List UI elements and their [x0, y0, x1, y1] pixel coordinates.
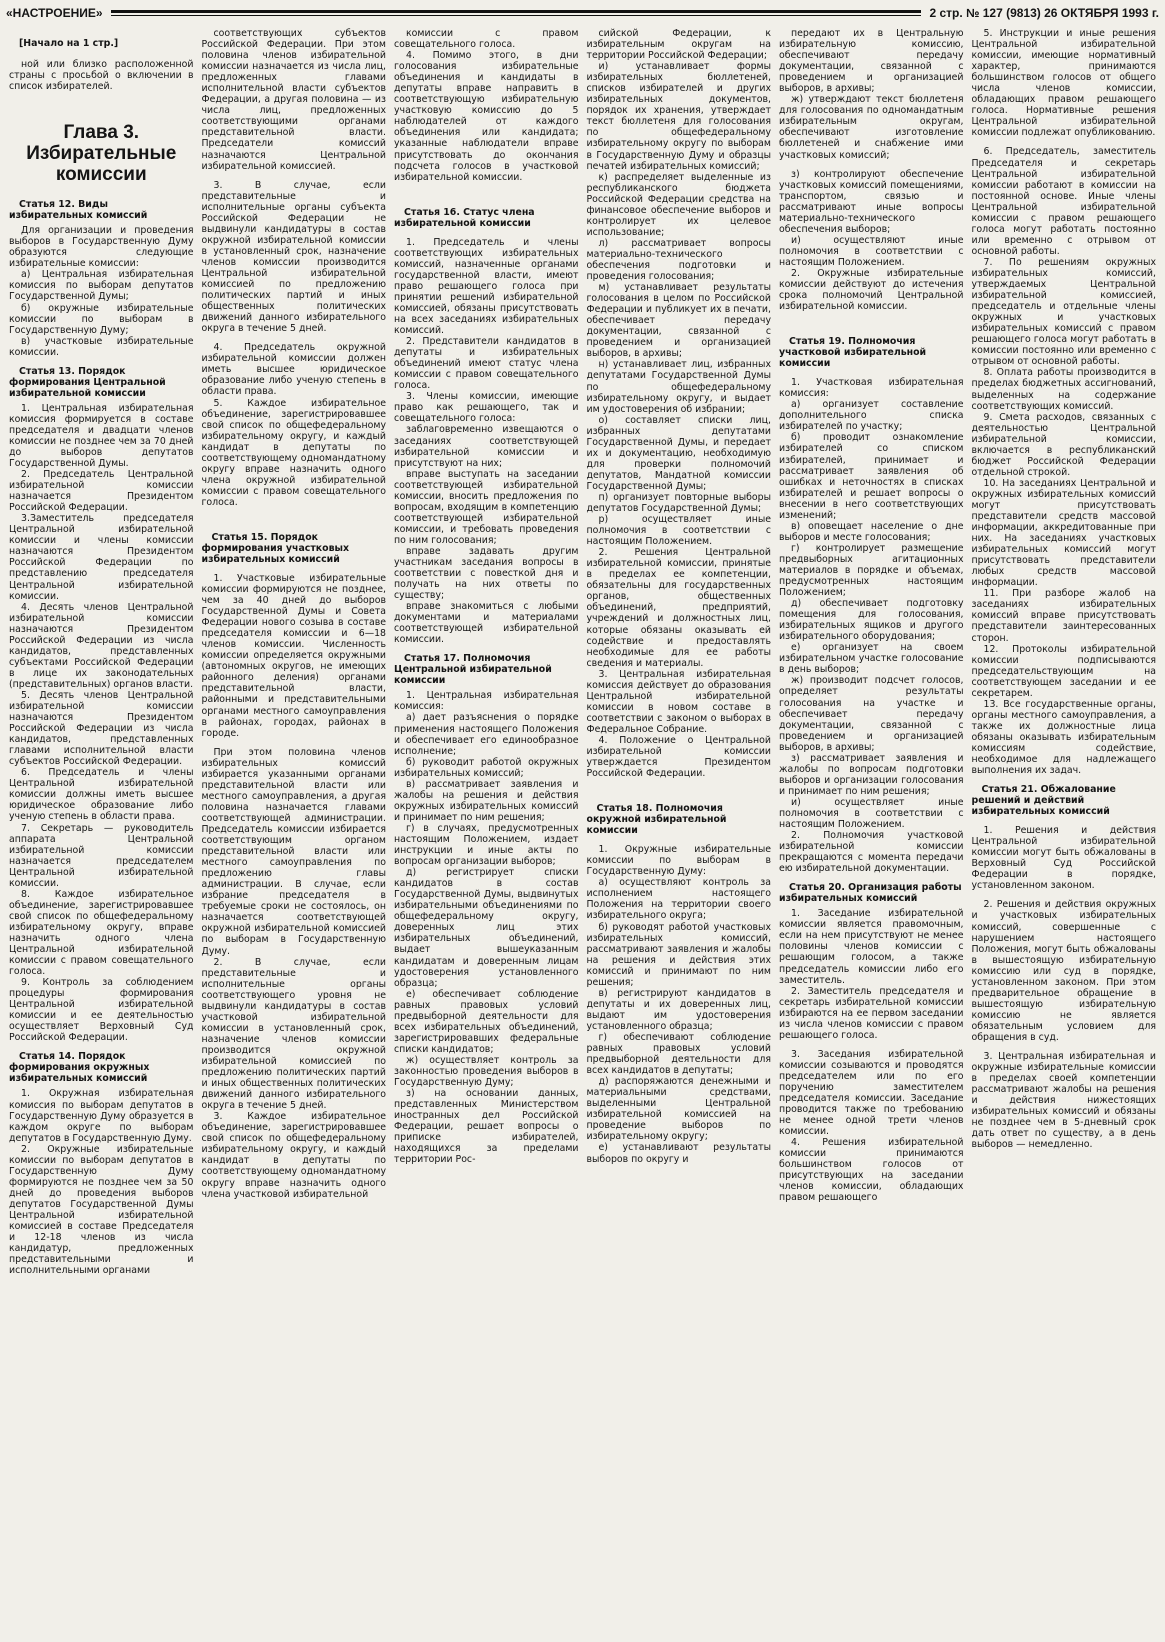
chapter-heading: Глава 3. Избирательные комиссии — [26, 122, 177, 186]
paragraph: 2. Решения Центральной избирательной комиссии, принятые в пределах ее компетенции, обязательны для государственных органов, общественных объединений, предприятий, учреждений и должностных лиц, которые обязаны оказывать ей содействие и предоставлять необходимые для ее работы сведения и материалы. — [586, 547, 771, 669]
paragraph: комиссии с правом совещательного голоса. — [394, 28, 579, 51]
paragraph: 1. Заседание избирательной комиссии является правомочным, если на нем присутствуют не менее половины членов комиссии с решающим голосом, а также председатель комиссии либо его заместитель. — [779, 908, 964, 986]
paragraph: 2. Полномочия участковой избирательной комиссии прекращаются с момента передачи ею избирательной документации. — [779, 830, 964, 875]
paragraph: вправе выступать на заседании соответствующей избирательной комиссии, вносить предложения по вопросам, входящим в компетенцию соответствующей избирательной комиссии, и требовать проведения по ним голосования; — [394, 468, 579, 546]
paragraph: а) осуществляют контроль за исполнением настоящего Положения на территории своего избирательного округа; — [586, 877, 771, 922]
paragraph: 1. Центральная избирательная комиссия: — [394, 690, 579, 713]
newspaper-page — [8, 28, 1157, 1634]
newspaper-name: «НАСТРОЕНИЕ» — [6, 6, 103, 20]
paragraph: заблаговременно извещаются о заседаниях соответствующей избирательной комиссии и присутствуют на них; — [394, 424, 579, 469]
paragraph: з) рассматривает заявления и жалобы по вопросам подготовки выборов и организации голосования и принимает по ним решения; — [779, 752, 964, 797]
paragraph: р) осуществляет иные полномочия в соответствии с настоящим Положением. — [586, 514, 771, 548]
paragraph: 4. Решения избирательной комиссии принимаются большинством голосов от присутствующих на заседании членов комиссии, обладающих правом решающего — [779, 1137, 964, 1204]
paragraph: 1. Участковая избирательная комиссия: — [779, 377, 964, 400]
paragraph: а) организует составление дополнительного списка избирателей по участку; — [779, 399, 964, 433]
paragraph: п) организует повторные выборы депутатов Государственной Думы; — [586, 491, 771, 515]
article-heading: Статья 13. Порядок формирования Центральной избирательной комиссии — [9, 365, 166, 399]
paragraph: соответствующих субъектов Российской Федерации. При этом половина членов избирательной комиссии назначается из числа лиц, предложенных главами исполнительной власти субъектов Федерации, а другая половина — из числа лиц, предложенных соответствующими органами представительной власти. Председатели комиссий назначаются Центральной избирательной комиссией. — [201, 28, 386, 172]
paragraph: 1. Участковые избирательные комиссии формируются не позднее, чем за 40 дней до выборов Государственной Думы и Совета Федерации нового созыва в составе председателя комиссии и 6—18 членов комиссии. Численность комиссии определяется окружными (автономных округов, не имеющих районного деления) органами представительной власти, районными и представительными органами местного самоуправления в районах, городах, районах в городе. — [201, 572, 386, 739]
paragraph: вправе знакомиться с любыми документами и материалами соответствующей избирательной комиссии. — [394, 601, 579, 646]
paragraph: 3.Заместитель председателя Центральной избирательной комиссии и члены комиссии назначаются Президентом Российской Федерации по представлению председателя Центральной избирательной комиссии. — [9, 513, 194, 602]
paragraph: 6. Председатель и члены Центральной избирательной комиссии должны иметь высшее юридическое образование либо ученую степень в области права. — [9, 767, 194, 823]
paragraph: 5. Инструкции и иные решения Центральной избирательной комиссии, имеющие нормативный характер, принимаются большинством голосов от общего числа членов комиссии, обладающих правом решающего голоса. Нормативные решения Центральной избирательной комиссии подлежат опубликованию. — [971, 28, 1156, 139]
paragraph: б) руководят работой участковых избирательных комиссий, рассматривают заявления и жалобы на решения и действия этих комиссий и принимают по ним решения; — [586, 921, 771, 988]
paragraph: 3. Каждое избирательное объединение, зарегистрировавшее свой список по общефедеральному избирательному округу, и каждый кандидат в депутаты по соответствующему одномандатному округу вправе назначить одного члена участковой избирательной — [201, 1111, 386, 1200]
paragraph: и) осуществляет иные полномочия в соответствии с настоящим Положением. — [779, 796, 964, 831]
article-heading: Статья 14. Порядок формирования окружных избирательных комиссий — [9, 1051, 150, 1085]
masthead-rule — [111, 10, 922, 16]
paragraph: 3. Центральная избирательная комиссия действует до образования Центральной избирательной комиссии в новом составе в соответствии с законом о выборах в Федеральное Собрание. — [586, 668, 771, 735]
paragraph: ж) утверждают текст бюллетеня для голосования по одномандатным избирательным округам, обеспечивают изготовление бюллетеней и снабжение ими участковых комиссий; — [779, 94, 964, 161]
paragraph: 8. Каждое избирательное объединение, зарегистрировавшее свой список по общефедеральному избирательному округу, вправе назначить одного члена Центральной избирательной комиссии с правом совещательного голоса. — [9, 888, 194, 978]
paragraph: л) рассматривает вопросы материально-технического обеспечения подготовки и проведения голосования; — [586, 237, 771, 283]
issue-info: 2 стр. № 127 (9813) 26 ОКТЯБРЯ 1993 г. — [929, 6, 1159, 20]
paragraph: б) руководит работой окружных избирательных комиссий; — [394, 756, 579, 779]
paragraph: 8. Оплата работы производится в пределах бюджетных ассигнований, выделенных на содержание соответствующих комиссий. — [971, 367, 1156, 412]
paragraph: ж) осуществляет контроль за законностью проведения выборов в Государственную Думу; — [394, 1054, 579, 1089]
column-6 — [971, 28, 1158, 1634]
paragraph: и) устанавливает формы избирательных бюллетеней, списков избирателей и других избирательных документов, порядок их хранения, утверждает текст бюллетеня для голосования по общефедеральному избирательному округу по выборам в Государственную Думу и образцы печатей избирательных комиссий; — [586, 61, 771, 172]
paragraph: 2. Председатель Центральной избирательной комиссии назначается Президентом Российской Федерации. — [9, 469, 194, 514]
paragraph: 3. Члены комиссии, имеющие право как решающего, так и совещательного голоса: — [394, 391, 579, 425]
paragraph: 1. Решения и действия Центральной избирательной комиссии могут быть обжалованы в Верховный Суд Российской Федерации в порядке, установленном законом. — [971, 825, 1156, 892]
paragraph: м) устанавливает результаты голосования в целом по Российской Федерации и публикует их в печати, обеспечивает передачу документации, связанной с проведением и организацией выборов, в архивы; — [586, 282, 771, 360]
paragraph: 1. Окружная избирательная комиссия по выборам депутатов в Государственную Думу образуется в каждом округе по выборам депутатов в Государственную Думу. — [9, 1088, 194, 1144]
masthead — [6, 4, 1159, 22]
paragraph: 9. Смета расходов, связанных с деятельностью Центральной избирательной комиссии, включается в республиканский бюджет Российской Федерации отдельной строкой. — [971, 411, 1156, 478]
paragraph: 5. Каждое избирательное объединение, зарегистрировавшее свой список по общефедеральному избирательному округу, и каждый кандидат в депутаты по соответствующему одномандатному округу вправе назначить одного члена окружной избирательной комиссии с правом совещательного голоса. — [201, 397, 386, 508]
column-2 — [201, 28, 388, 1634]
column-1 — [8, 28, 195, 1634]
paragraph: д) распоряжаются денежными и материальными средствами, выделенными Центральной избирательной комиссией на проведение выборов по избирательному округу; — [586, 1076, 771, 1143]
paragraph: 2. Заместитель председателя и секретарь избирательной комиссии избираются на ее первом заседании из числа членов комиссии с правом решающего голоса. — [779, 985, 964, 1041]
paragraph: д) регистрирует списки кандидатов в состав Государственной Думы, выдвинутых избирательными объединениями по общефедеральному округу, доверенных лиц этих избирательных объединений, выдает вышеуказанным кандидатам и доверенным лицам удостоверения установленного образца; — [394, 867, 579, 989]
paragraph: ной или близко расположенной страны с просьбой о включении в список избирателей. — [9, 59, 194, 93]
paragraph: з) контролируют обеспечение участковых комиссий помещениями, транспортом, связью и рассматривают иные вопросы материально-технического обеспечения выборов; — [779, 168, 964, 235]
paragraph: д) обеспечивает подготовку помещения для голосования, избирательных ящиков и другого избирательного оборудования; — [779, 598, 964, 643]
paragraph: 1. Центральная избирательная комиссия формируется в составе председателя и двадцати членов комиссии не позднее чем за 70 дней до выборов депутатов Государственной Думы. — [9, 402, 194, 469]
article-heading: Статья 17. Полномочия Центральной избирательной комиссии — [394, 653, 552, 687]
paragraph: а) Центральная избирательная комиссия по выборам депутатов Государственной Думы; — [9, 269, 194, 303]
paragraph: е) организует на своем избирательном участке голосование в день выборов; — [779, 642, 964, 676]
column-4 — [586, 28, 773, 1634]
paragraph: 1. Окружные избирательные комиссии по выборам в Государственную Думу: — [586, 844, 771, 878]
paragraph: 2. В случае, если представительные и исполнительные органы соответствующего уровня не выдвинули кандидатуры в состав участковой избирательной комиссии в установленный срок, назначение членов комиссии производится окружной избирательной комиссией по предложению политических партий и иных общественных политических движений данного избирательного округа в течение 5 дней. — [201, 956, 386, 1112]
article-heading: Статья 20. Организация работы избирательных комиссий — [779, 882, 962, 905]
article-heading: Статья 15. Порядок формирования участковых избирательных комиссий — [201, 531, 350, 565]
paragraph: а) дает разъяснения о порядке применения настоящего Положения и обеспечивает его единообразное исполнение; — [394, 712, 579, 757]
paragraph: в) участковые избирательные комиссии. — [9, 335, 194, 358]
paragraph: 4. Положение о Центральной избирательной комиссии утверждается Президентом Российской Федерации. — [586, 735, 771, 780]
paragraph: 4. Председатель окружной избирательной комиссии должен иметь высшее юридическое образование либо ученую степень в области права. — [201, 342, 386, 398]
paragraph: 3. Заседания избирательной комиссии созываются и проводятся председателем или по его поручению заместителем председателя комиссии. Заседание проводится также по требованию не менее одной трети членов комиссии. — [779, 1048, 964, 1138]
paragraph: 2. Представители кандидатов в депутаты и избирательных объединений имеют статус члена комиссии с правом совещательного голоса. — [394, 336, 579, 392]
paragraph: к) распределяет выделенные из республиканского бюджета Российской Федерации средства на финансовое обеспечение выборов и контролирует их целевое использование; — [586, 171, 771, 238]
paragraph: Для организации и проведения выборов в Государственную Думу образуются следующие избирательные комиссии: — [9, 225, 194, 270]
paragraph: в) рассматривает заявления и жалобы на решения и действия окружных избирательных комиссий и принимает по ним решения; — [394, 778, 579, 823]
paragraph: г) обеспечивают соблюдение равных правовых условий предвыборной деятельности для всех кандидатов в депутаты; — [586, 1031, 771, 1077]
paragraph: 11. При разборе жалоб на заседаниях избирательных комиссий вправе присутствовать представители заинтересованных сторон. — [971, 588, 1156, 644]
paragraph: 6. Председатель, заместитель Председателя и секретарь Центральной избирательной комиссии работают в комиссии на постоянной основе. Иные члены Центральной избирательной комиссии с правом решающего голоса могут работать постоянно или временно с отрывом от основной работы. — [971, 146, 1156, 257]
column-5 — [778, 28, 965, 1634]
paragraph: 10. На заседаниях Центральной и окружных избирательных комиссий могут присутствовать представители средств массовой информации, аккредитованные при них. На заседаниях участковых избирательных комиссий могут присутствовать представители любых средств массовой информации. — [971, 477, 1156, 589]
paragraph: 13. Все государственные органы, органы местного самоуправления, а также их должностные лица обязаны оказывать избирательным комиссиям содействие, необходимое для надлежащего выполнения их задач. — [971, 698, 1156, 777]
paragraph: в) регистрируют кандидатов в депутаты и их доверенных лиц, выдают им удостоверения установленного образца; — [586, 987, 771, 1032]
paragraph: з) на основании данных, представленных Министерством иностранных дел Российской Федерации, решает вопросы о приписке избирателей, находящихся за пределами территории Рос- — [394, 1088, 579, 1166]
paragraph: и) осуществляют иные полномочия в соответствии с настоящим Положением. — [779, 234, 964, 268]
article-heading: Статья 19. Полномочия участковой избирательной комиссии — [779, 336, 927, 370]
article-heading: Статья 16. Статус члена избирательной комиссии — [394, 206, 535, 229]
paragraph: б) окружные избирательные комиссии по выборам в Государственную Думу; — [9, 302, 194, 336]
paragraph: 4. Помимо этого, в дни голосования избирательные объединения и кандидаты в депутаты вправе направить в соответствующую избирательную участковую комиссию до 5 наблюдателей от каждого объединения или кандидата; указанные наблюдатели вправе присутствовать до окончания подсчета голосов в участковой избирательной комиссии. — [394, 50, 579, 183]
paragraph: 9. Контроль за соблюдением процедуры формирования Центральной избирательной комиссии и ее деятельностью осуществляет Верховный Суд Российской Федерации. — [9, 977, 194, 1044]
article-heading: Статья 21. Обжалование решений и действий избирательных комиссий — [971, 784, 1116, 818]
paragraph: 12. Протоколы избирательной комиссии подписываются председательствующим на соответствующем заседании и ее секретарем. — [971, 643, 1156, 699]
paragraph: в) оповещает население о дне выборов и месте голосования; — [779, 520, 964, 543]
paragraph: г) контролирует размещение предвыборных агитационных материалов в порядке и объемах, предусмотренных настоящим Положением; — [779, 542, 964, 599]
paragraph: е) обеспечивает соблюдение равных правовых условий предвыборной деятельности для всех избирательных объединений, зарегистрировавших федеральные списки кандидатов; — [394, 988, 579, 1055]
paragraph: 7. Секретарь — руководитель аппарата Центральной избирательной комиссии назначается председателем Центральной избирательной комиссии. — [9, 822, 194, 889]
column-3 — [393, 28, 580, 1634]
paragraph: г) в случаях, предусмотренных настоящим Положением, издает инструкции и иные акты по вопросам организации выборов; — [394, 822, 579, 868]
paragraph: 4. Десять членов Центральной избирательной комиссии назначаются Президентом Российской Федерации из числа кандидатов, представленных субъектами Российской Федерации в лице их законодательных (представительных) органов власти. — [9, 601, 194, 690]
continuation-note: [Начало на 1 стр.] — [19, 38, 119, 49]
paragraph: е) устанавливают результаты выборов по округу и — [586, 1142, 771, 1165]
paragraph: о) составляет списки лиц, избранных депутатами Государственной Думы, и передает их и документацию, необходимую для проверки полномочий депутатов, Мандатной комиссии Государственной Думы; — [586, 414, 771, 492]
paragraph: сийской Федерации, к избирательным округам на территории Российской Федерации; — [586, 28, 771, 62]
paragraph: 3. В случае, если представительные и исполнительные органы субъекта Российской Федерации не выдвинули кандидатуры в состав окружной избирательной комиссии в установленный срок, назначение членов комиссии производится Центральной избирательной комиссией по предложению политических партий и иных общественных политических движений данного избирательного округа в течение 5 дней. — [201, 179, 386, 335]
paragraph: 2. Окружные избирательные комиссии действуют до истечения срока полномочий Центральной избирательной комиссии. — [779, 267, 964, 313]
paragraph: ж) производит подсчет голосов, определяет результаты голосования на участке и обеспечивает передачу документации, связанной с проведением и организацией выборов, в архивы; — [779, 675, 964, 753]
article-heading: Статья 18. Полномочия окружной избирательной комиссии — [586, 803, 727, 837]
paragraph: 1. Председатель и члены соответствующих избирательных комиссий, назначенные органами государственной власти, имеют право решающего голоса при принятии решений избирательной комиссией, обязаны присутствовать на всех заседаниях избирательных комиссий. — [394, 236, 579, 337]
paragraph: 2. Окружные избирательные комиссии по выборам депутатов в Государственную Думу формируются не позднее чем за 50 дней до проведения выборов депутатов Государственной Думы Центральной избирательной комиссией в составе Председателя и 12-18 членов из числа кандидатур, предложенных представительными и исполнительными органами — [9, 1143, 194, 1277]
paragraph: 2. Решения и действия окружных и участковых избирательных комиссий, совершенные с нарушением настоящего Положения, могут быть обжалованы в вышестоящую избирательную комиссию или суд в порядке, установленном законом. При этом предварительное обращение в вышестоящую избирательную комиссию не является обязательным условием для обращения в суд. — [971, 899, 1156, 1043]
paragraph: б) проводит ознакомление избирателей со списком избирателей, принимает и рассматривает заявления об ошибках и неточностях в списках избирателей и решает вопросы о внесении в него соответствующих изменений; — [779, 432, 964, 521]
paragraph: н) устанавливает лиц, избранных депутатами Государственной Думы по общефедеральному избирательному округу, и выдает им удостоверения об избрании; — [586, 359, 771, 415]
paragraph: 3. Центральная избирательная и окружные избирательные комиссии в пределах своей компетенции рассматривают жалобы на решения и действия нижестоящих избирательных комиссий и обязаны не позднее чем в 5-дневный срок дать ответ по существу, а в день выборов — немедленно. — [971, 1051, 1156, 1151]
paragraph: 7. По решениям окружных избирательных комиссий, утверждаемых Центральной избирательной комиссией, председатель и отдельные члены окружных и участковых избирательных комиссий с правом решающего голоса могут работать в комиссии постоянно или временно с отрывом от основной работы. — [971, 256, 1156, 368]
article-heading: Статья 12. Виды избирательных комиссий — [9, 199, 148, 222]
paragraph: вправе задавать другим участникам заседания вопросы в соответствии с повесткой дня и получать на них ответы по существу; — [394, 545, 579, 602]
paragraph: 5. Десять членов Центральной избирательной комиссии назначаются Президентом Российской Федерации из числа кандидатов, представленных главами исполнительной власти субъектов Российской Федерации. — [9, 689, 194, 768]
paragraph: При этом половина членов избирательных комиссий избирается указанными органами представительной власти или местного самоуправления, а другая половина назначается главами соответствующей администрации. Председатель комиссии избирается соответствующим органом представительной власти или местного самоуправления по предложению главы администрации. В случае, если избрание председателя в требуемые сроки не состоялось, он назначается соответствующей окружной избирательной комиссией по выборам в Государственную Думу. — [201, 746, 386, 957]
paragraph: передают их в Центральную избирательную комиссию, обеспечивают передачу документации, связанной с проведением и организацией выборов, в архивы; — [779, 28, 964, 95]
